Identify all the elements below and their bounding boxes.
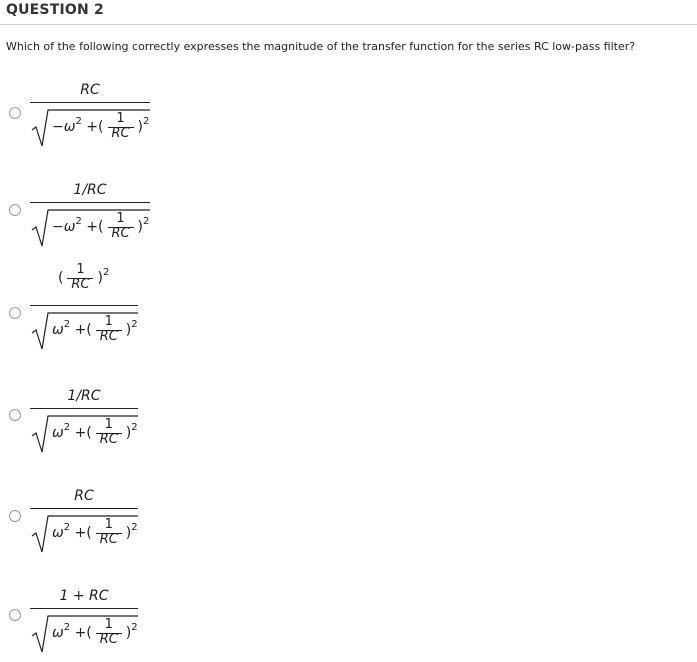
option-e[interactable] — [0, 486, 697, 566]
option-b-numerator: 1/RC — [73, 182, 107, 198]
option-d-numerator: 1/RC — [67, 388, 101, 404]
title-divider — [0, 24, 697, 25]
option-f-radicand: $\omega^2$ +( $\frac{1}{RC}$ )$^2$ — [52, 617, 138, 647]
option-e-radicand: $\omega^2$ +( $\frac{1}{RC}$ )$^2$ — [52, 517, 138, 547]
question-title: QUESTION 2 — [6, 2, 104, 18]
option-f-numerator: 1 + RC — [59, 588, 109, 604]
option-d-radio[interactable] — [9, 409, 21, 421]
fraction-bar — [30, 305, 138, 306]
option-c-radicand: $\omega^2$ +( $\frac{1}{RC}$ )$^2$ — [52, 314, 138, 344]
fraction-bar — [30, 408, 138, 409]
question-text: Which of the following correctly expresses the magnitude of the transfer function for the series RC low-pass filter? — [6, 40, 636, 53]
fraction-bar — [30, 608, 138, 609]
option-d-radicand: $\omega^2$ +( $\frac{1}{RC}$ )$^2$ — [52, 417, 138, 447]
option-b-radicand: $-\omega^2$ +( $\frac{1}{RC}$ )$^2$ — [52, 211, 150, 241]
option-e-radio[interactable] — [9, 510, 21, 522]
option-f-radio[interactable] — [9, 609, 21, 621]
option-c-numerator: ( $\frac{1}{RC}$ )$^2$ — [58, 262, 110, 292]
option-d[interactable] — [0, 386, 697, 466]
option-a-radicand: $-\omega^2$ +( $\frac{1}{RC}$ )$^2$ — [52, 111, 150, 141]
fraction-bar — [30, 202, 150, 203]
option-a[interactable] — [0, 80, 697, 160]
option-c-radio[interactable] — [9, 307, 21, 319]
fraction-bar — [30, 508, 138, 509]
option-f[interactable] — [0, 586, 697, 662]
fraction-bar — [30, 102, 150, 103]
option-a-radio[interactable] — [9, 107, 21, 119]
option-b[interactable] — [0, 180, 697, 260]
option-a-numerator: RC — [80, 82, 100, 98]
option-e-numerator: RC — [74, 488, 94, 504]
option-c[interactable] — [0, 262, 697, 362]
option-b-radio[interactable] — [9, 204, 21, 216]
